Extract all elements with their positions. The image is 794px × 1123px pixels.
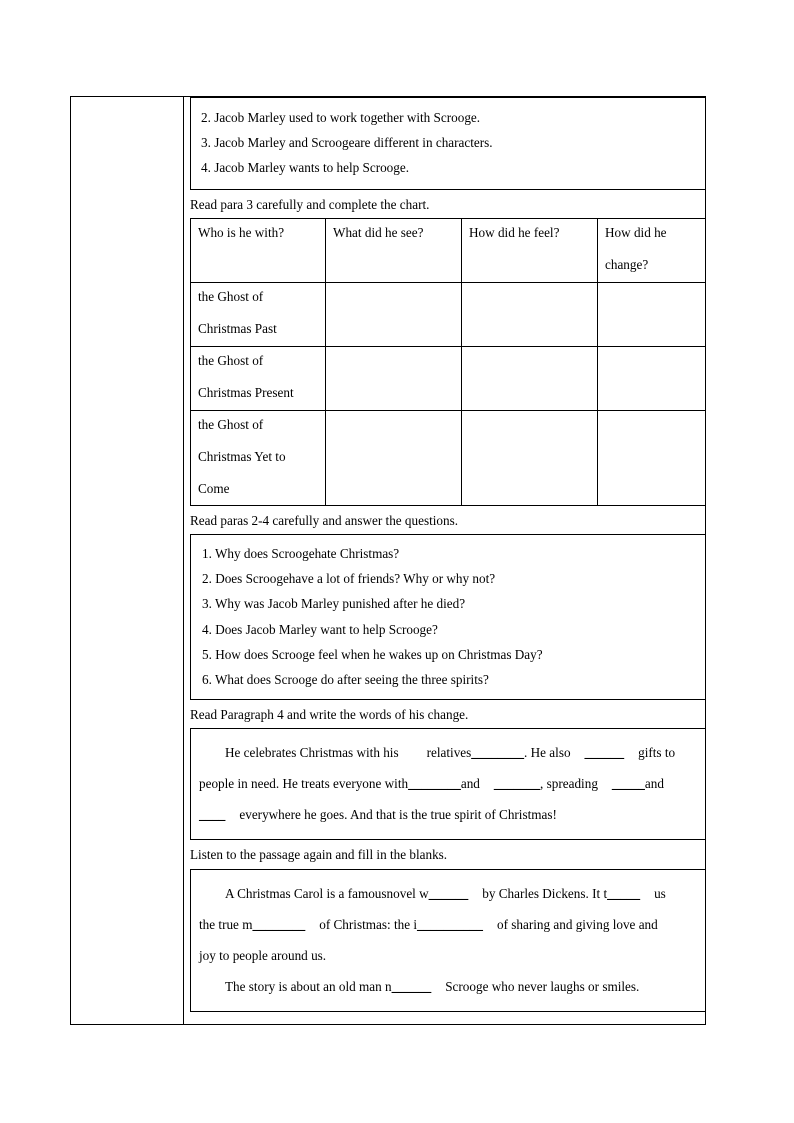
cloze-listen-line-3 [199,940,706,971]
cloze-blank[interactable]: _____ [611,776,645,792]
chart-cell-felt[interactable] [462,282,598,346]
cloze-text: and [460,776,480,792]
cell-line: the Ghost of [198,352,264,368]
cloze-text: people in need. He treats everyone with [199,776,409,792]
cloze-listen-text [191,870,706,1011]
cloze-text: the true m [199,916,253,932]
cell-line: Come [198,481,230,497]
cloze-change-line-2 [199,768,706,799]
left-empty-column [71,97,184,1024]
cloze-blank[interactable]: ______ [584,745,625,761]
cloze-text: relatives [426,745,472,761]
header-line: Who is he with? [198,224,285,240]
header-line: How did he [605,224,667,240]
cloze-text: by Charles Dickens. It t [482,885,608,901]
statement-item: 2. Jacob Marley used to work together with Scrooge. [201,110,481,125]
instruction-listen-again: Listen to the passage again and fill in the blanks. [190,847,448,863]
cell-line: the Ghost of [198,288,264,304]
chart-cell-who [191,346,326,410]
cloze-text: gifts to [638,745,676,761]
question-item: 5. How does Scrooge feel when he wakes up on Christmas Day? [202,646,543,662]
cell-line: Christmas Present [198,385,294,401]
chart-cell-who [191,282,326,346]
cell-line: the Ghost of [198,416,264,432]
question-item: 6. What does Scrooge do after seeing the three spirits? [202,672,489,688]
cloze-text: of Christmas: the i [319,916,418,932]
statement-item: 4. Jacob Marley wants to help Scrooge. [201,160,410,176]
cloze-change-line-1 [199,737,706,768]
chart-header-row [191,218,707,282]
statement-item: 3. Jacob Marley and Scroogeare different in characters. [201,135,493,151]
cell-line: Christmas Yet to [198,449,286,465]
cell-line: Christmas Past [198,321,277,337]
cloze-text: everywhere he goes. And that is the true spirit of Christmas! [239,807,557,823]
cloze-text: He celebrates Christmas with his [225,745,399,761]
question-item: 3. Why was Jacob Marley punished after he died? [202,596,466,612]
content-column [184,97,706,1024]
cloze-text: and [644,776,664,792]
cloze-listen-line-2 [199,909,706,940]
cloze-listen-line-1 [199,878,706,909]
cloze-blank[interactable]: _____ [607,885,641,901]
chart-cell-who [191,410,326,505]
chart-cell-change[interactable] [598,346,707,410]
cloze-blank[interactable]: ____ [199,807,226,823]
cloze-blank[interactable]: ________ [252,916,306,932]
chart-row-present [191,346,707,410]
cloze-text: . He also [524,745,571,761]
cloze-blank[interactable]: ______ [428,885,469,901]
cloze-blank[interactable]: __________ [417,916,483,932]
question-item: 1. Why does Scroogehate Christmas? [202,546,400,562]
cloze-blank[interactable]: ________ [408,776,461,792]
cloze-change-box [190,728,706,840]
cloze-listen-line-4 [199,971,706,1002]
chart-header-who [191,218,326,282]
chart-row-past [191,282,707,346]
chart-table-wrapper [190,218,706,506]
cloze-text: of sharing and giving love and [496,916,658,932]
questions-box [190,534,706,700]
instruction-read-paras-2-4: Read paras 2-4 carefully and answer the questions. [190,512,459,528]
header-line: How did he feel? [469,224,560,240]
question-item: 4. Does Jacob Marley want to help Scrooge? [202,621,438,637]
worksheet-outer-table [70,96,706,1025]
cloze-text: The story is about an old man n [225,978,392,994]
chart-header-change [598,218,707,282]
cloze-text: A Christmas Carol is a famousnovel w [225,885,429,901]
chart-header-saw [326,218,462,282]
chart-header-felt [462,218,598,282]
questions-list [191,535,706,699]
chart-cell-felt[interactable] [462,346,598,410]
cloze-blank[interactable]: _______ [493,776,541,792]
chart-cell-felt[interactable] [462,410,598,505]
header-line: What did he see? [333,224,424,240]
chart-cell-saw[interactable] [326,410,462,505]
cloze-text: joy to people around us. [199,947,327,963]
chart-cell-change[interactable] [598,410,707,505]
statements-box [190,97,706,190]
header-line: change? [605,257,649,273]
cloze-text: Scrooge who never laughs or smiles. [445,978,640,994]
question-item: 2. Does Scroogehave a lot of friends? Why or why not? [202,571,496,587]
cloze-listen-box [190,869,706,1012]
statements-list [191,98,706,189]
chart-row-yet-to-come [191,410,707,505]
cloze-blank[interactable]: ______ [391,978,432,994]
cloze-text: us [654,885,666,901]
chart-cell-change[interactable] [598,282,707,346]
chart-table [190,218,706,506]
chart-cell-saw[interactable] [326,346,462,410]
chart-cell-saw[interactable] [326,282,462,346]
cloze-change-text [191,729,706,839]
cloze-blank[interactable]: ________ [471,745,525,761]
cloze-text: , spreading [540,776,598,792]
instruction-read-para3: Read para 3 carefully and complete the chart. [190,196,430,212]
cloze-change-line-3 [199,799,706,830]
instruction-read-paragraph4: Read Paragraph 4 and write the words of his change. [190,707,469,723]
